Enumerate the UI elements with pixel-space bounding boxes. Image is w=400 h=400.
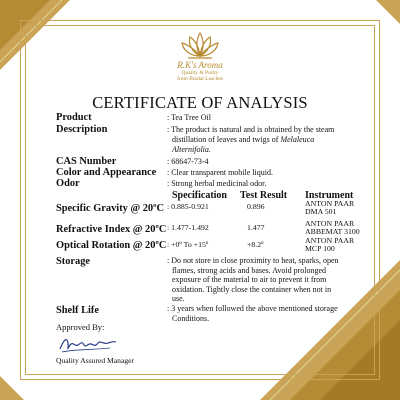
specific-gravity-instrument-model: DMA 501 [305, 207, 337, 216]
spec-header: Specification [172, 190, 227, 201]
result-header: Test Result [240, 190, 288, 201]
manager-signature [58, 335, 118, 355]
odor-label: Odor [56, 178, 80, 189]
color-appearance-label: Color and Appearance [56, 167, 157, 178]
approver-role: Quality Assured Manager [56, 356, 135, 365]
refractive-index-spec: : 1.477-1.492 [167, 223, 209, 232]
shelf-life-label: Shelf Life [56, 305, 100, 316]
brand-tagline-sub: from Bindal Lasches [177, 76, 223, 82]
description-line-2 [172, 135, 314, 145]
storage-line-2: flames, strong acids and bases. Avoid prolonged [172, 265, 327, 275]
product-value: : Tea Tree Oil [167, 113, 211, 122]
optical-rotation-spec: : +0º To +15º [167, 240, 209, 249]
storage-line-5: use. [172, 294, 185, 303]
description-species: Melaleuca [280, 135, 315, 144]
cas-number-value: : 68647-73-4 [167, 157, 209, 166]
color-appearance-value: : Clear transparent mobile liquid. [167, 168, 273, 177]
brand-tagline: Quality & Purity [181, 70, 219, 76]
description-line-3: Alternifolia. [172, 145, 211, 154]
shelf-life-line-1: : 3 years when followed the above mentioned storage [167, 304, 338, 313]
brand-name: R.K's Aroma [177, 60, 223, 70]
refractive-index-label: Refractive Index @ 20ºC [56, 224, 167, 235]
storage-line-4: oxidation. Tightly close the container when not in [172, 284, 332, 294]
page-title: CERTIFICATE OF ANALYSIS [92, 93, 308, 112]
refractive-index-result: 1.477 [247, 223, 265, 232]
specific-gravity-label: Specific Gravity @ 20ºC [56, 203, 165, 214]
shelf-life-line-2: Conditions. [172, 313, 210, 323]
refractive-index-instrument-model: ABBEMAT 3100 [305, 227, 360, 236]
specific-gravity-spec: : 0.885-0.921 [167, 202, 209, 211]
optical-rotation-label: Optical Rotation @ 20ºC [56, 240, 167, 251]
lotus-emblem-icon [178, 30, 222, 60]
brand-logo [164, 30, 236, 92]
optical-rotation-instrument: ANTON PAAR [305, 236, 355, 245]
description-text: distillation of leaves and twigs of [172, 135, 281, 144]
cas-number-label: CAS Number [56, 156, 117, 167]
description-label: Description [56, 124, 108, 135]
storage-label: Storage [56, 256, 91, 267]
approved-by-label: Approved By: [56, 322, 105, 332]
refractive-index-instrument: ANTON PAAR [305, 219, 355, 228]
product-label: Product [56, 112, 92, 123]
instrument-header: Instrument [305, 190, 354, 201]
specific-gravity-result: 0.896 [247, 202, 265, 211]
storage-line-3: exposure of the material to air to prevent it from [172, 275, 327, 284]
optical-rotation-result: +8.2º [247, 240, 264, 249]
optical-rotation-instrument-model: MCP 100 [305, 244, 335, 253]
specific-gravity-instrument: ANTON PAAR [305, 199, 355, 208]
description-line-1: : The product is natural and is obtained by the steam [167, 125, 335, 134]
storage-line-1: : Do not store in close proximity to heat, sparks, open [167, 256, 339, 265]
odor-value: : Strong herbal medicinal odor. [167, 179, 267, 188]
